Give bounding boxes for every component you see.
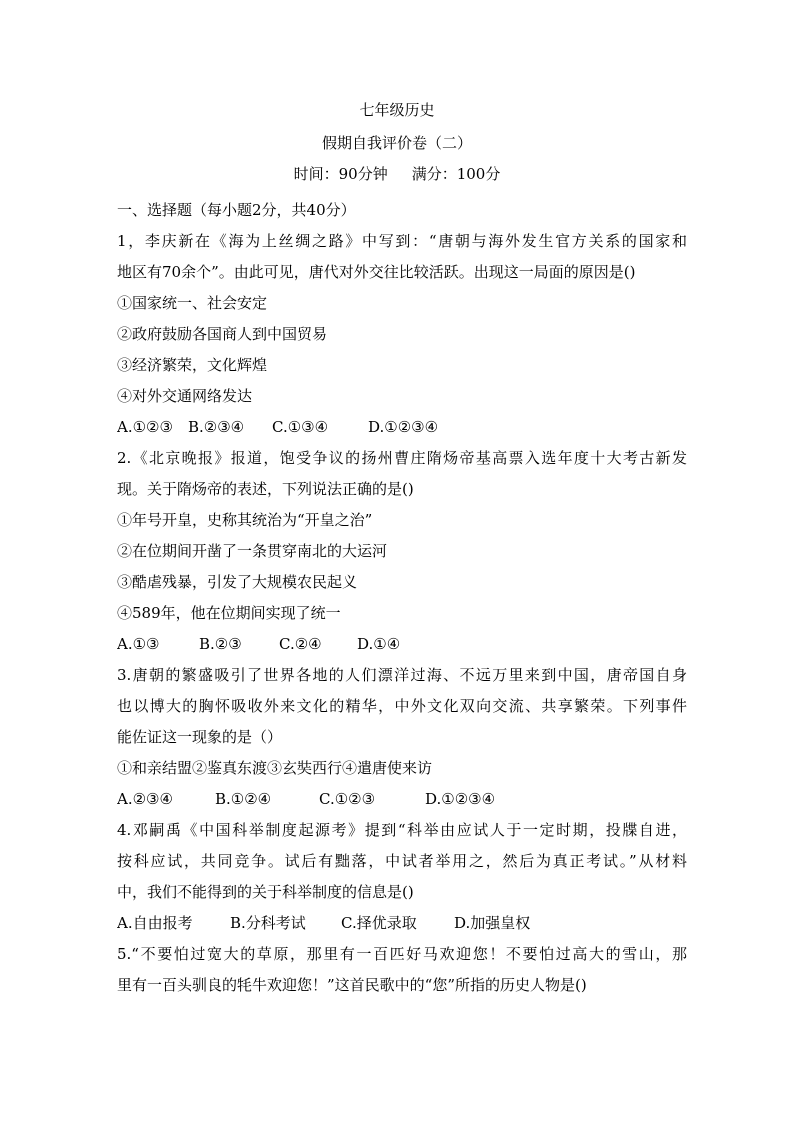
statement-item: ③经济繁荣，文化辉煌 — [117, 356, 268, 374]
statement-item: ②政府鼓励各国商人到中国贸易 — [117, 325, 328, 343]
question-text-line: 4.邓嗣禹《中国科举制度起源考》提到“科举由应试人于一定时期，投牒自进， — [117, 821, 687, 839]
option-c: C.①③④ — [272, 418, 329, 436]
question-3 — [117, 660, 687, 815]
exam-body — [117, 195, 687, 1001]
option-b: B.①②④ — [215, 790, 272, 808]
answer-options — [117, 908, 687, 939]
question-text-line: 按科应试，共同竞争。试后有黜落，中试者举用之，然后为真正考试。”从材料 — [117, 852, 687, 870]
option-c: C.②④ — [279, 635, 322, 653]
section-heading: 一、选择题（每小题2分，共40分） — [117, 201, 356, 219]
question-2 — [117, 443, 687, 660]
question-text-line: 2.《北京晚报》报道，饱受争议的扬州曹庄隋炀帝基高票入选年度十大考古新发 — [117, 449, 687, 467]
statement-item: ④对外交通网络发达 — [117, 387, 253, 405]
option-c: C.①②③ — [319, 790, 376, 808]
option-d: D.①②③④ — [368, 418, 439, 436]
question-text-line: 5.“不要怕过宽大的草原，那里有一百匹好马欢迎您！不要怕过高大的雪山，那 — [117, 945, 687, 963]
score-label: 满分：100分 — [411, 165, 501, 183]
statement-item: ①国家统一、社会安定 — [117, 294, 268, 312]
question-text-line: 也以博大的胸怀吸收外来文化的精华，中外文化双向交流、共享繁荣。下列事件 — [117, 697, 687, 715]
question-text-line: 里有一百头驯良的牦牛欢迎您！”这首民歌中的“您”所指的历史人物是() — [117, 976, 587, 994]
statement-item: ②在位期间开凿了一条贯穿南北的大运河 — [117, 542, 388, 560]
option-b: B.②③ — [199, 635, 242, 653]
option-b: B.分科考试 — [230, 914, 306, 932]
option-a: A.①③ — [117, 635, 160, 653]
question-1 — [117, 226, 687, 443]
statement-item: ③酷虐残暴，引发了大规模农民起义 — [117, 573, 358, 591]
question-4 — [117, 815, 687, 939]
option-a: A.①②③ — [117, 418, 173, 436]
exam-subtitle: 假期自我评价卷（二） — [321, 134, 472, 152]
question-text-line: 1，李庆新在《海为上丝绸之路》中写到：“唐朝与海外发生官方关系的国家和 — [117, 232, 687, 250]
question-text-line: 3.唐朝的繁盛吸引了世界各地的人们漂洋过海、不远万里来到中国，唐帝国自身 — [117, 666, 687, 684]
option-d: D.①②③④ — [425, 790, 496, 808]
answer-options — [117, 784, 687, 815]
statement-item: ①年号开皇，史称其统治为“开皇之治” — [117, 511, 373, 529]
question-text-line: 现。关于隋炀帝的表述，下列说法正确的是() — [117, 480, 414, 498]
statement-item: ④589年，他在位期间实现了统一 — [117, 604, 341, 622]
option-a: A.②③④ — [117, 790, 173, 808]
answer-options — [117, 629, 687, 660]
option-b: B.②③④ — [188, 418, 245, 436]
option-c: C.择优录取 — [341, 914, 417, 932]
exam-title: 七年级历史 — [359, 101, 435, 119]
option-d: D.加强皇权 — [454, 914, 531, 932]
answer-options — [117, 412, 687, 443]
statement-item: ①和亲结盟②鉴真东渡③玄奘西行④遣唐使来访 — [117, 759, 433, 777]
question-text-line: 中，我们不能得到的关于科举制度的信息是() — [117, 883, 414, 901]
question-text-line: 能佐证这一现象的是（） — [117, 728, 283, 746]
time-label: 时间：90分钟 — [293, 165, 388, 183]
option-d: D.①④ — [357, 635, 401, 653]
question-5 — [117, 939, 687, 1001]
question-text-line: 地区有70余个”。由此可见，唐代对外交往比较活跃。出现这一局面的原因是() — [117, 263, 636, 281]
exam-time-score — [0, 164, 794, 184]
option-a: A.自由报考 — [117, 914, 193, 932]
